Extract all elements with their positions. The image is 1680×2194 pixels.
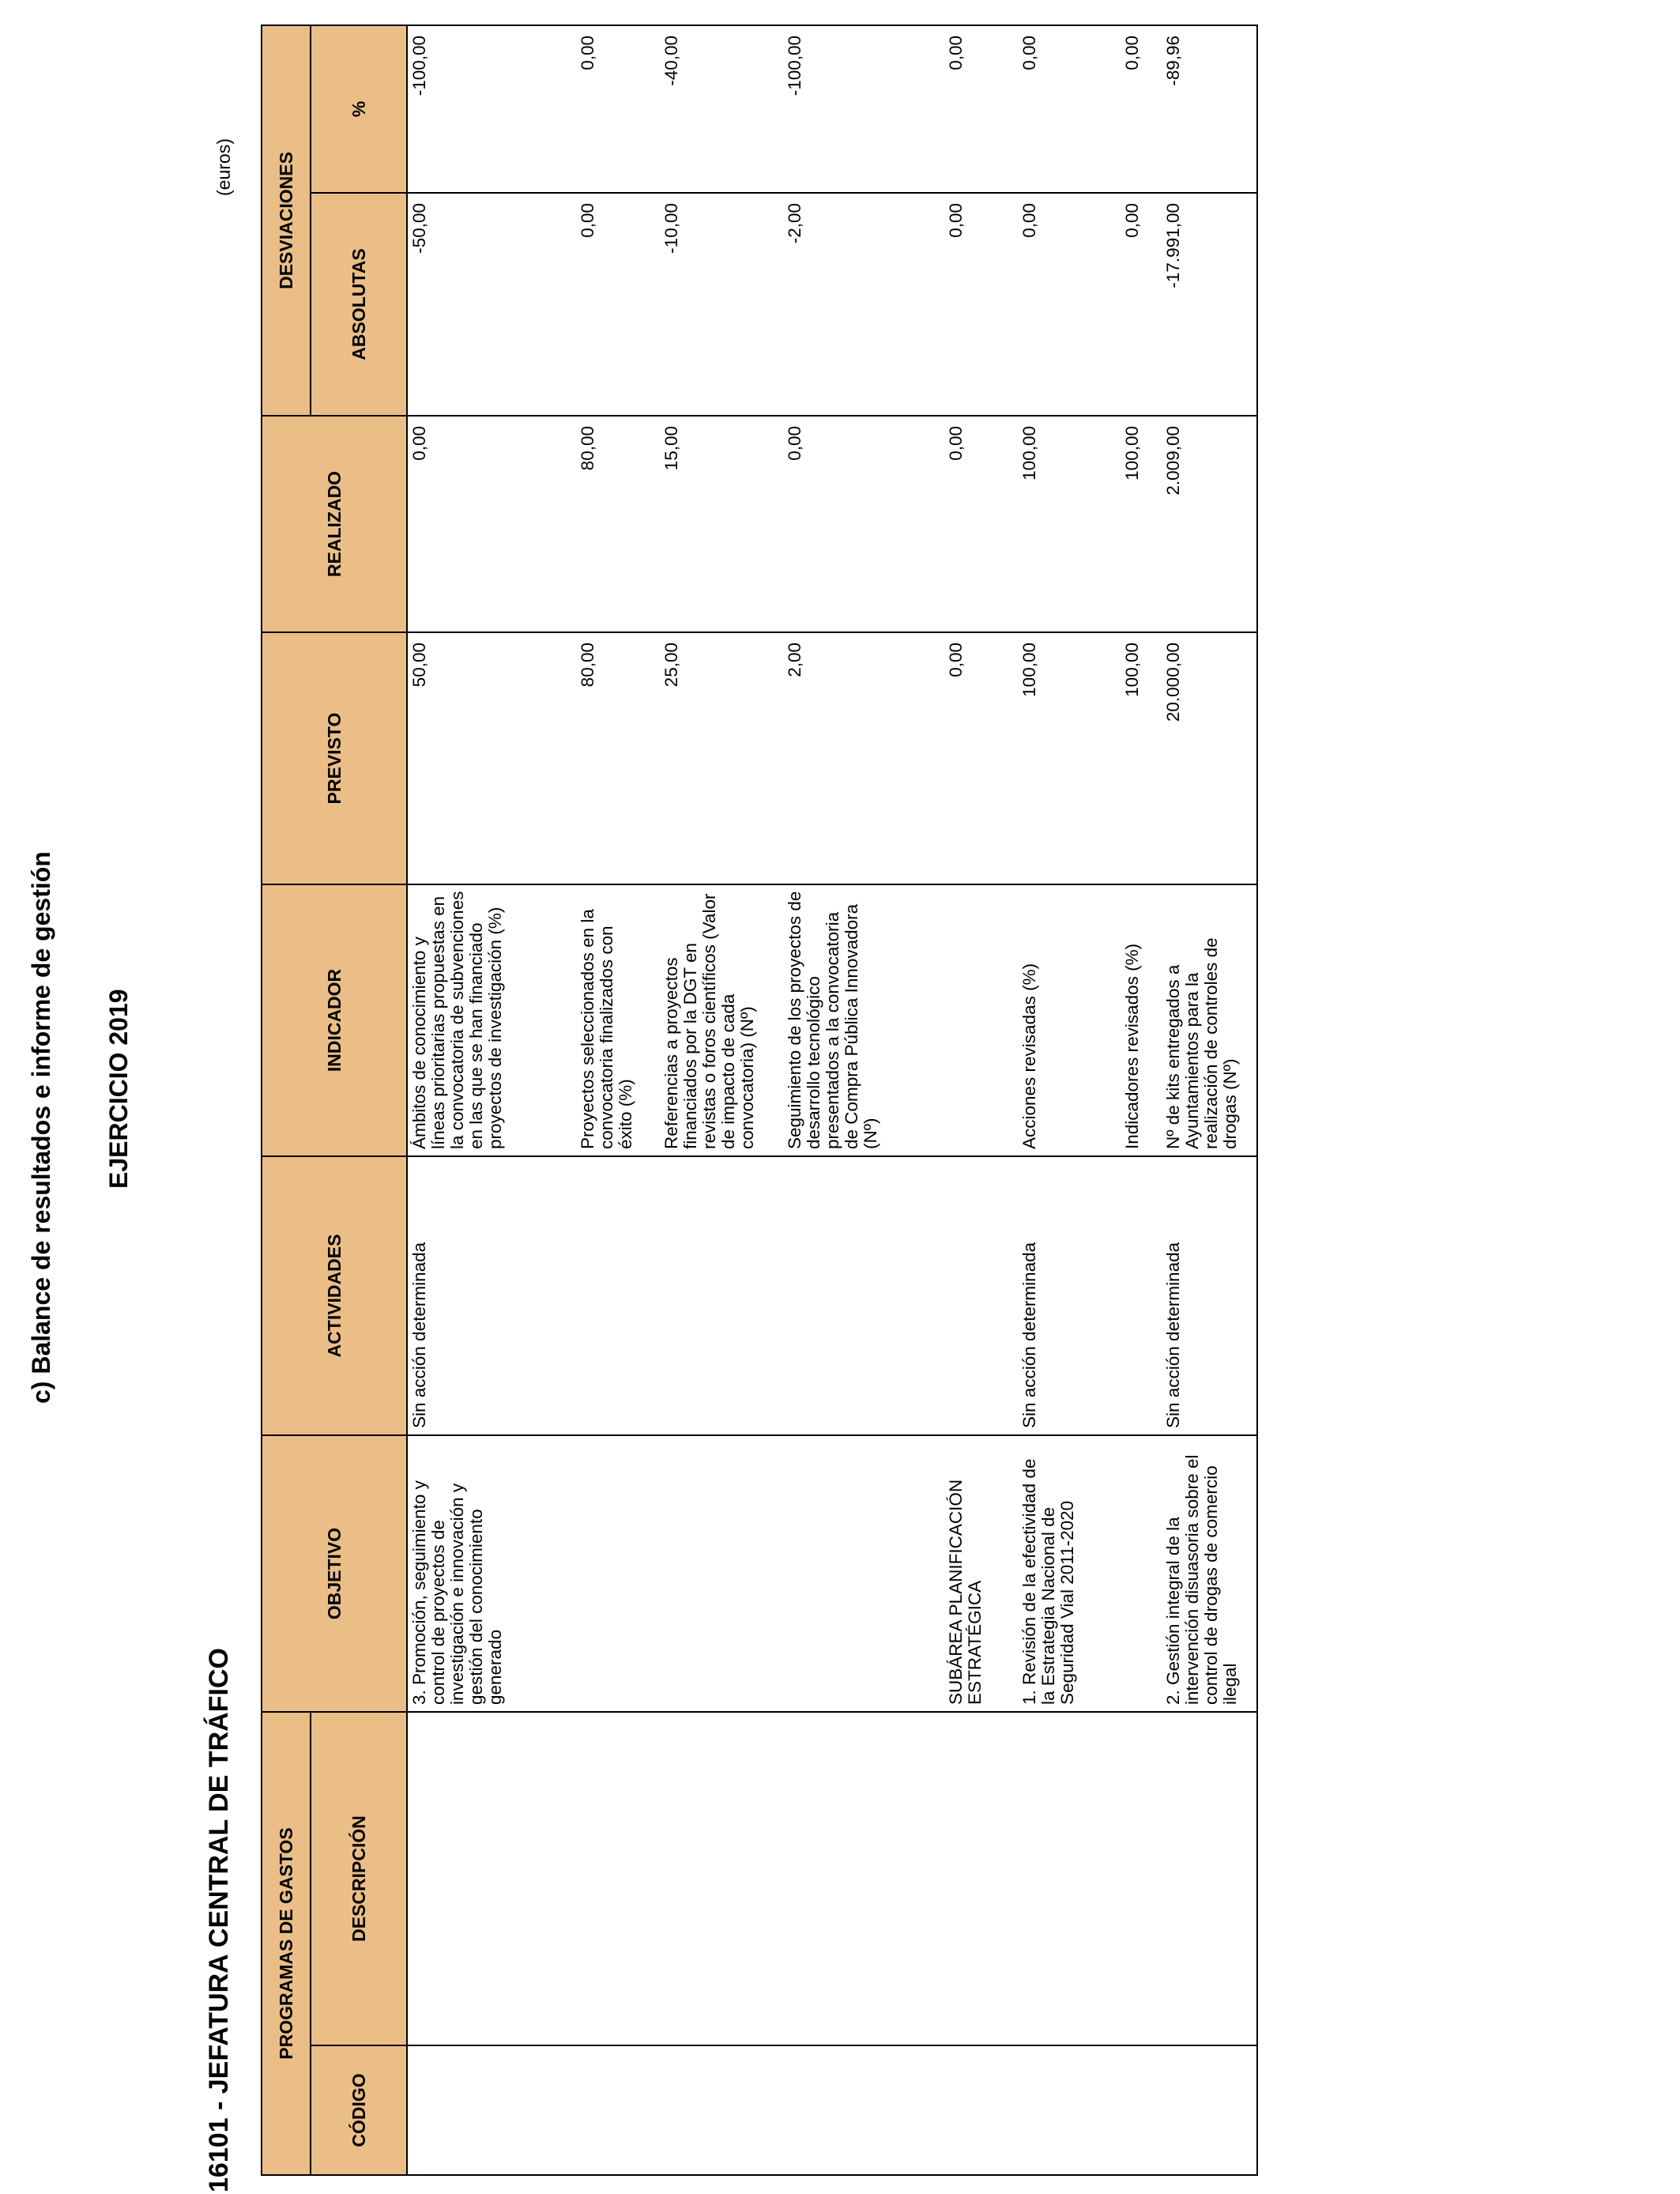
col-header-realizado: REALIZADO xyxy=(262,416,407,632)
col-header-indicador: INDICADOR xyxy=(262,884,407,1156)
previsto-value: 100,00 xyxy=(1019,643,1039,697)
col-header-objetivo: OBJETIVO xyxy=(262,1435,407,1712)
realizado-value: 0,00 xyxy=(946,426,966,461)
previsto-value: 25,00 xyxy=(661,643,681,688)
realizado-value: 2.009,00 xyxy=(1163,426,1183,496)
realizado-value: 0,00 xyxy=(409,426,429,461)
indicator-text: Indicadores revisados (%) xyxy=(1122,943,1142,1149)
porcentaje-value: 0,00 xyxy=(578,35,597,70)
absolutas-cell xyxy=(407,193,1257,416)
objective-text: 3. Promoción, seguimiento y control de proyectos de investigación e innovación y gestión del conocimiento generado xyxy=(409,1480,505,1705)
realizado-value: 100,00 xyxy=(1122,426,1142,481)
indicator-text: Acciones revisadas (%) xyxy=(1019,963,1039,1149)
results-table xyxy=(261,25,1258,2176)
indicator-text: Referencias a proyectos financiados por la DGT en revistas o foros científicos (Valor de impacto de cada convocatoria) (Nº) xyxy=(661,893,757,1149)
absolutas-value: 0,00 xyxy=(1122,203,1142,238)
col-header-previsto: PREVISTO xyxy=(262,632,407,884)
previsto-value: 2,00 xyxy=(785,643,804,677)
previsto-value: 0,00 xyxy=(946,643,966,677)
col-header-actividades: ACTIVIDADES xyxy=(262,1156,407,1435)
previsto-value: 50,00 xyxy=(409,643,429,688)
descripcion-cell xyxy=(407,1712,1257,2045)
deviations-group-header: DESVIACIONES xyxy=(262,25,311,416)
codigo-cell xyxy=(407,2045,1257,2175)
indicator-text: Seguimiento de los proyectos de desarrollo tecnológico presentados a la convocatoria de Compra Pública Innovadora (Nº) xyxy=(785,891,880,1149)
porcentaje-value: -89,96 xyxy=(1163,35,1183,86)
porcentaje-value: -100,00 xyxy=(785,35,804,96)
organism-title: 16101 - JEFATURA CENTRAL DE TRÁFICO xyxy=(204,1648,234,2192)
porcentaje-value: 0,00 xyxy=(1122,35,1142,70)
previsto-value: 20.000,00 xyxy=(1163,643,1183,722)
objective-text: 2. Gestión integral de la intervención disuasoria sobre el control de drogas de comercio ilegal xyxy=(1163,1454,1240,1705)
actividades-cell xyxy=(407,1156,1257,1435)
col-header-codigo: CÓDIGO xyxy=(311,2045,407,2175)
porcentaje-value: -40,00 xyxy=(661,35,681,86)
objective-text: SUBÁREA PLANIFICACIÓN ESTRATÉGICA xyxy=(946,1479,985,1705)
realizado-cell xyxy=(407,416,1257,632)
absolutas-value: -17.991,00 xyxy=(1163,203,1183,288)
objective-text: 1. Revisión de la efectividad de la Estrategia Nacional de Seguridad Vial 2011-2020 xyxy=(1019,1458,1077,1705)
porcentaje-value: 0,00 xyxy=(946,35,966,70)
report-heading: c) Balance de resultados e informe de gestión xyxy=(27,851,55,1404)
units-label: (euros) xyxy=(213,138,234,196)
porcentaje-value: -100,00 xyxy=(409,35,429,96)
porcentaje-value: 0,00 xyxy=(1019,35,1039,70)
indicator-text: Proyectos seleccionados en la convocatoria finalizados con éxito (%) xyxy=(578,909,635,1149)
porcentaje-cell xyxy=(407,25,1257,193)
realizado-value: 80,00 xyxy=(578,426,597,471)
activity-text: Sin acción determinada xyxy=(409,1242,429,1428)
absolutas-value: 0,00 xyxy=(578,203,597,238)
realizado-value: 100,00 xyxy=(1019,426,1039,481)
indicator-text: Ámbitos de conocimiento y líneas prioritarias propuestas en la convocatoria de subvenciones en las que se han financiado proyectos de investigación (%) xyxy=(409,891,505,1149)
previsto-value: 100,00 xyxy=(1122,643,1142,697)
realizado-value: 0,00 xyxy=(785,426,804,461)
absolutas-value: 0,00 xyxy=(946,203,966,238)
absolutas-value: -50,00 xyxy=(409,203,429,254)
col-header-porcentaje: % xyxy=(311,25,407,193)
realizado-value: 15,00 xyxy=(661,426,681,471)
col-header-absolutas: ABSOLUTAS xyxy=(311,193,407,416)
programs-group-header: PROGRAMAS DE GASTOS xyxy=(262,1712,311,2175)
exercise-title: EJERCICIO 2019 xyxy=(104,989,133,1189)
indicador-cell xyxy=(407,884,1257,1156)
objetivo-cell xyxy=(407,1435,1257,1712)
col-header-descripcion: DESCRIPCIÓN xyxy=(311,1712,407,2045)
activity-text: Sin acción determinada xyxy=(1163,1242,1183,1428)
absolutas-value: -2,00 xyxy=(785,203,804,244)
indicator-text: Nº de kits entregados a Ayuntamientos para la realización de controles de drogas (Nº) xyxy=(1163,937,1240,1149)
absolutas-value: 0,00 xyxy=(1019,203,1039,238)
activity-text: Sin acción determinada xyxy=(1019,1242,1039,1428)
previsto-cell xyxy=(407,632,1257,884)
previsto-value: 80,00 xyxy=(578,643,597,688)
absolutas-value: -10,00 xyxy=(661,203,681,254)
